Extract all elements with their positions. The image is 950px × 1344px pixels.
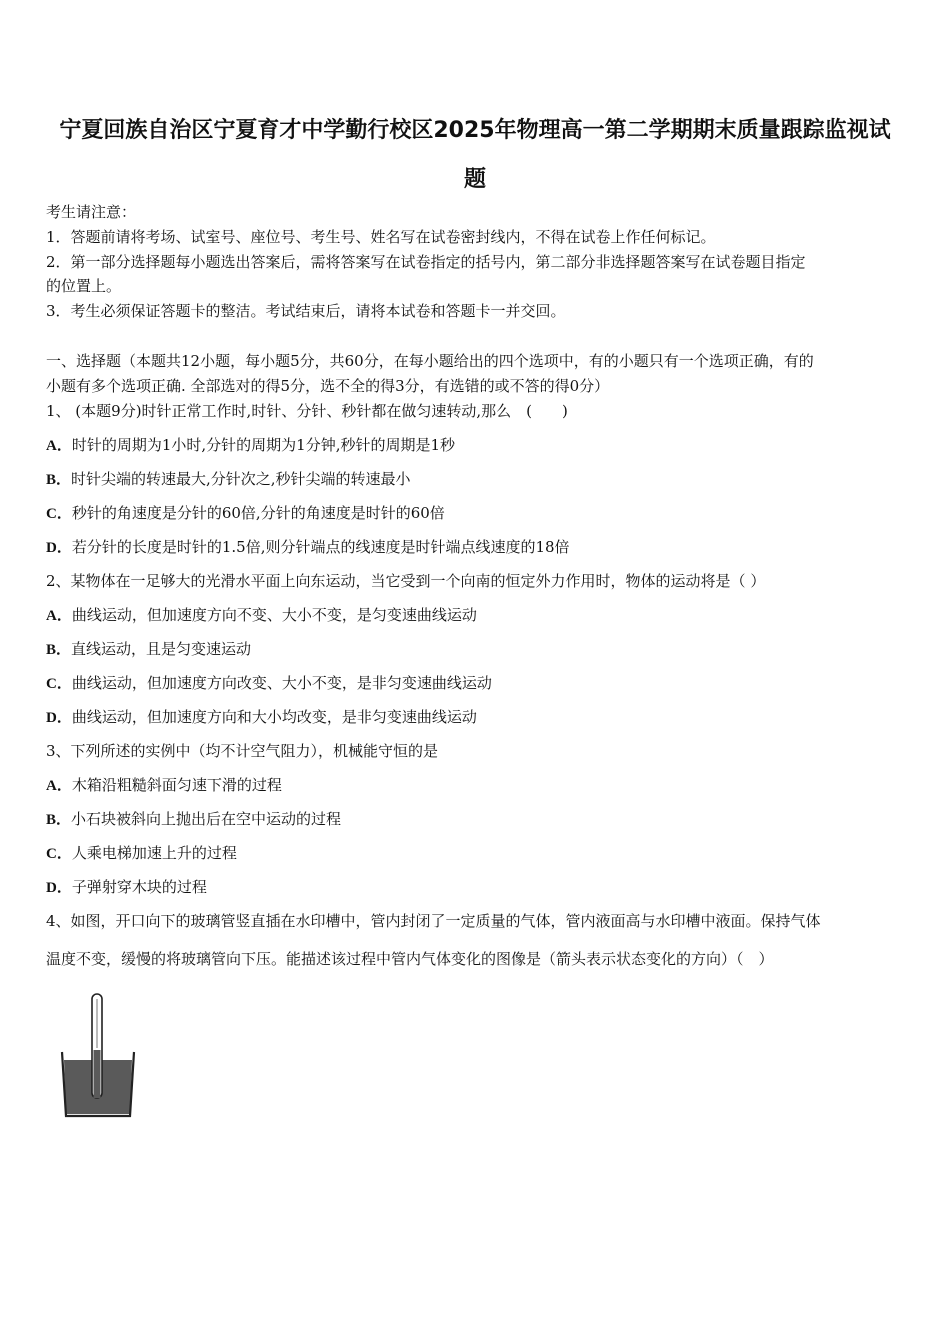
- option-text: 时针的周期为1小时,分针的周期为1分钟,秒针的周期是1秒: [71, 436, 456, 454]
- notice-item: 1．答题前请将考场、试室号、座位号、考生号、姓名写在试卷密封线内，不得在试卷上作任何标记。: [46, 228, 716, 246]
- question-3-option-c: [46, 843, 912, 864]
- notice-item: 的位置上。: [46, 277, 122, 295]
- option-text: 曲线运动，但加速度方向不变、大小不变，是匀变速曲线运动: [71, 606, 477, 624]
- section-instructions-continued: 小题有多个选项正确. 全部选对的得5分，选不全的得3分，有选错的或不答的得0分）: [46, 377, 610, 395]
- option-label: C．: [46, 676, 72, 692]
- option-label: A．: [46, 778, 72, 794]
- question-1-option-d: [46, 537, 912, 558]
- question-2-option-b: [46, 639, 912, 660]
- option-label: A．: [46, 438, 72, 454]
- question-1-option-c: [46, 503, 912, 524]
- question-2-option-c: [46, 673, 912, 694]
- option-text: 时针尖端的转速最大,分针次之,秒针尖端的转速最小: [71, 470, 411, 488]
- notice-item: 2．第一部分选择题每小题选出答案后，需将答案写在试卷指定的括号内，第二部分非选择题答案写在试卷题目指定: [46, 253, 806, 271]
- option-label: B．: [46, 472, 72, 488]
- option-text: 木箱沿粗糙斜面匀速下滑的过程: [71, 776, 282, 794]
- option-label: B．: [46, 812, 72, 828]
- glass-tube-in-trough-figure: [58, 990, 138, 1122]
- notice-header: 考生请注意：: [46, 203, 137, 221]
- question-3-option-a: [46, 775, 912, 796]
- question-3-stem: 3、下列所述的实例中（均不计空气阻力），机械能守恒的是: [46, 742, 439, 760]
- option-label: D．: [46, 540, 72, 556]
- option-text: 小石块被斜向上抛出后在空中运动的过程: [71, 810, 342, 828]
- document-title: 宁夏回族自治区宁夏育才中学勤行校区2025年物理高一第二学期期末质量跟踪监视试: [59, 118, 891, 143]
- option-label: C．: [46, 506, 72, 522]
- question-1-option-b: [46, 469, 912, 490]
- option-label: D．: [46, 880, 72, 896]
- document-title-continued: 题: [463, 167, 486, 192]
- option-text: 若分针的长度是时针的1.5倍,则分针端点的线速度是时针端点线速度的18倍: [71, 538, 570, 556]
- option-label: C．: [46, 846, 72, 862]
- question-3-option-d: [46, 877, 912, 898]
- question-3-option-b: [46, 809, 912, 830]
- option-text: 子弹射穿木块的过程: [71, 878, 207, 896]
- option-text: 秒针的角速度是分针的60倍,分针的角速度是时针的60倍: [71, 504, 445, 522]
- question-2-option-d: [46, 707, 912, 728]
- option-text: 直线运动，且是匀变速运动: [71, 640, 252, 658]
- option-label: D．: [46, 710, 72, 726]
- option-text: 曲线运动，但加速度方向和大小均改变，是非匀变速曲线运动: [71, 708, 477, 726]
- section-instructions: 一、选择题（本题共12小题，每小题5分，共60分，在每小题给出的四个选项中，有的小题只有一个选项正确，有的: [46, 352, 814, 370]
- question-2-stem: 2、某物体在一足够大的光滑水平面上向东运动，当它受到一个向南的恒定外力作用时，物体的运动将是（ ）: [46, 572, 766, 590]
- question-4-stem-continued: 温度不变，缓慢的将玻璃管向下压。能描述该过程中管内气体变化的图像是（箭头表示状态变化的方向）（ ）: [46, 950, 774, 968]
- option-label: B．: [46, 642, 72, 658]
- question-2-option-a: [46, 605, 912, 626]
- question-1-stem: 1、 (本题9分)时针正常工作时,时针、分针、秒针都在做匀速转动,那么 ( ): [46, 402, 568, 420]
- notice-item: 3．考生必须保证答题卡的整洁。考试结束后，请将本试卷和答题卡一并交回。: [46, 302, 566, 320]
- option-label: A．: [46, 608, 72, 624]
- question-4-stem: 4、如图，开口向下的玻璃管竖直插在水印槽中，管内封闭了一定质量的气体，管内液面高与水印槽中液面。保持气体: [46, 912, 821, 930]
- option-text: 人乘电梯加速上升的过程: [71, 844, 237, 862]
- question-1-option-a: [46, 435, 912, 456]
- option-text: 曲线运动，但加速度方向改变、大小不变，是非匀变速曲线运动: [71, 674, 492, 692]
